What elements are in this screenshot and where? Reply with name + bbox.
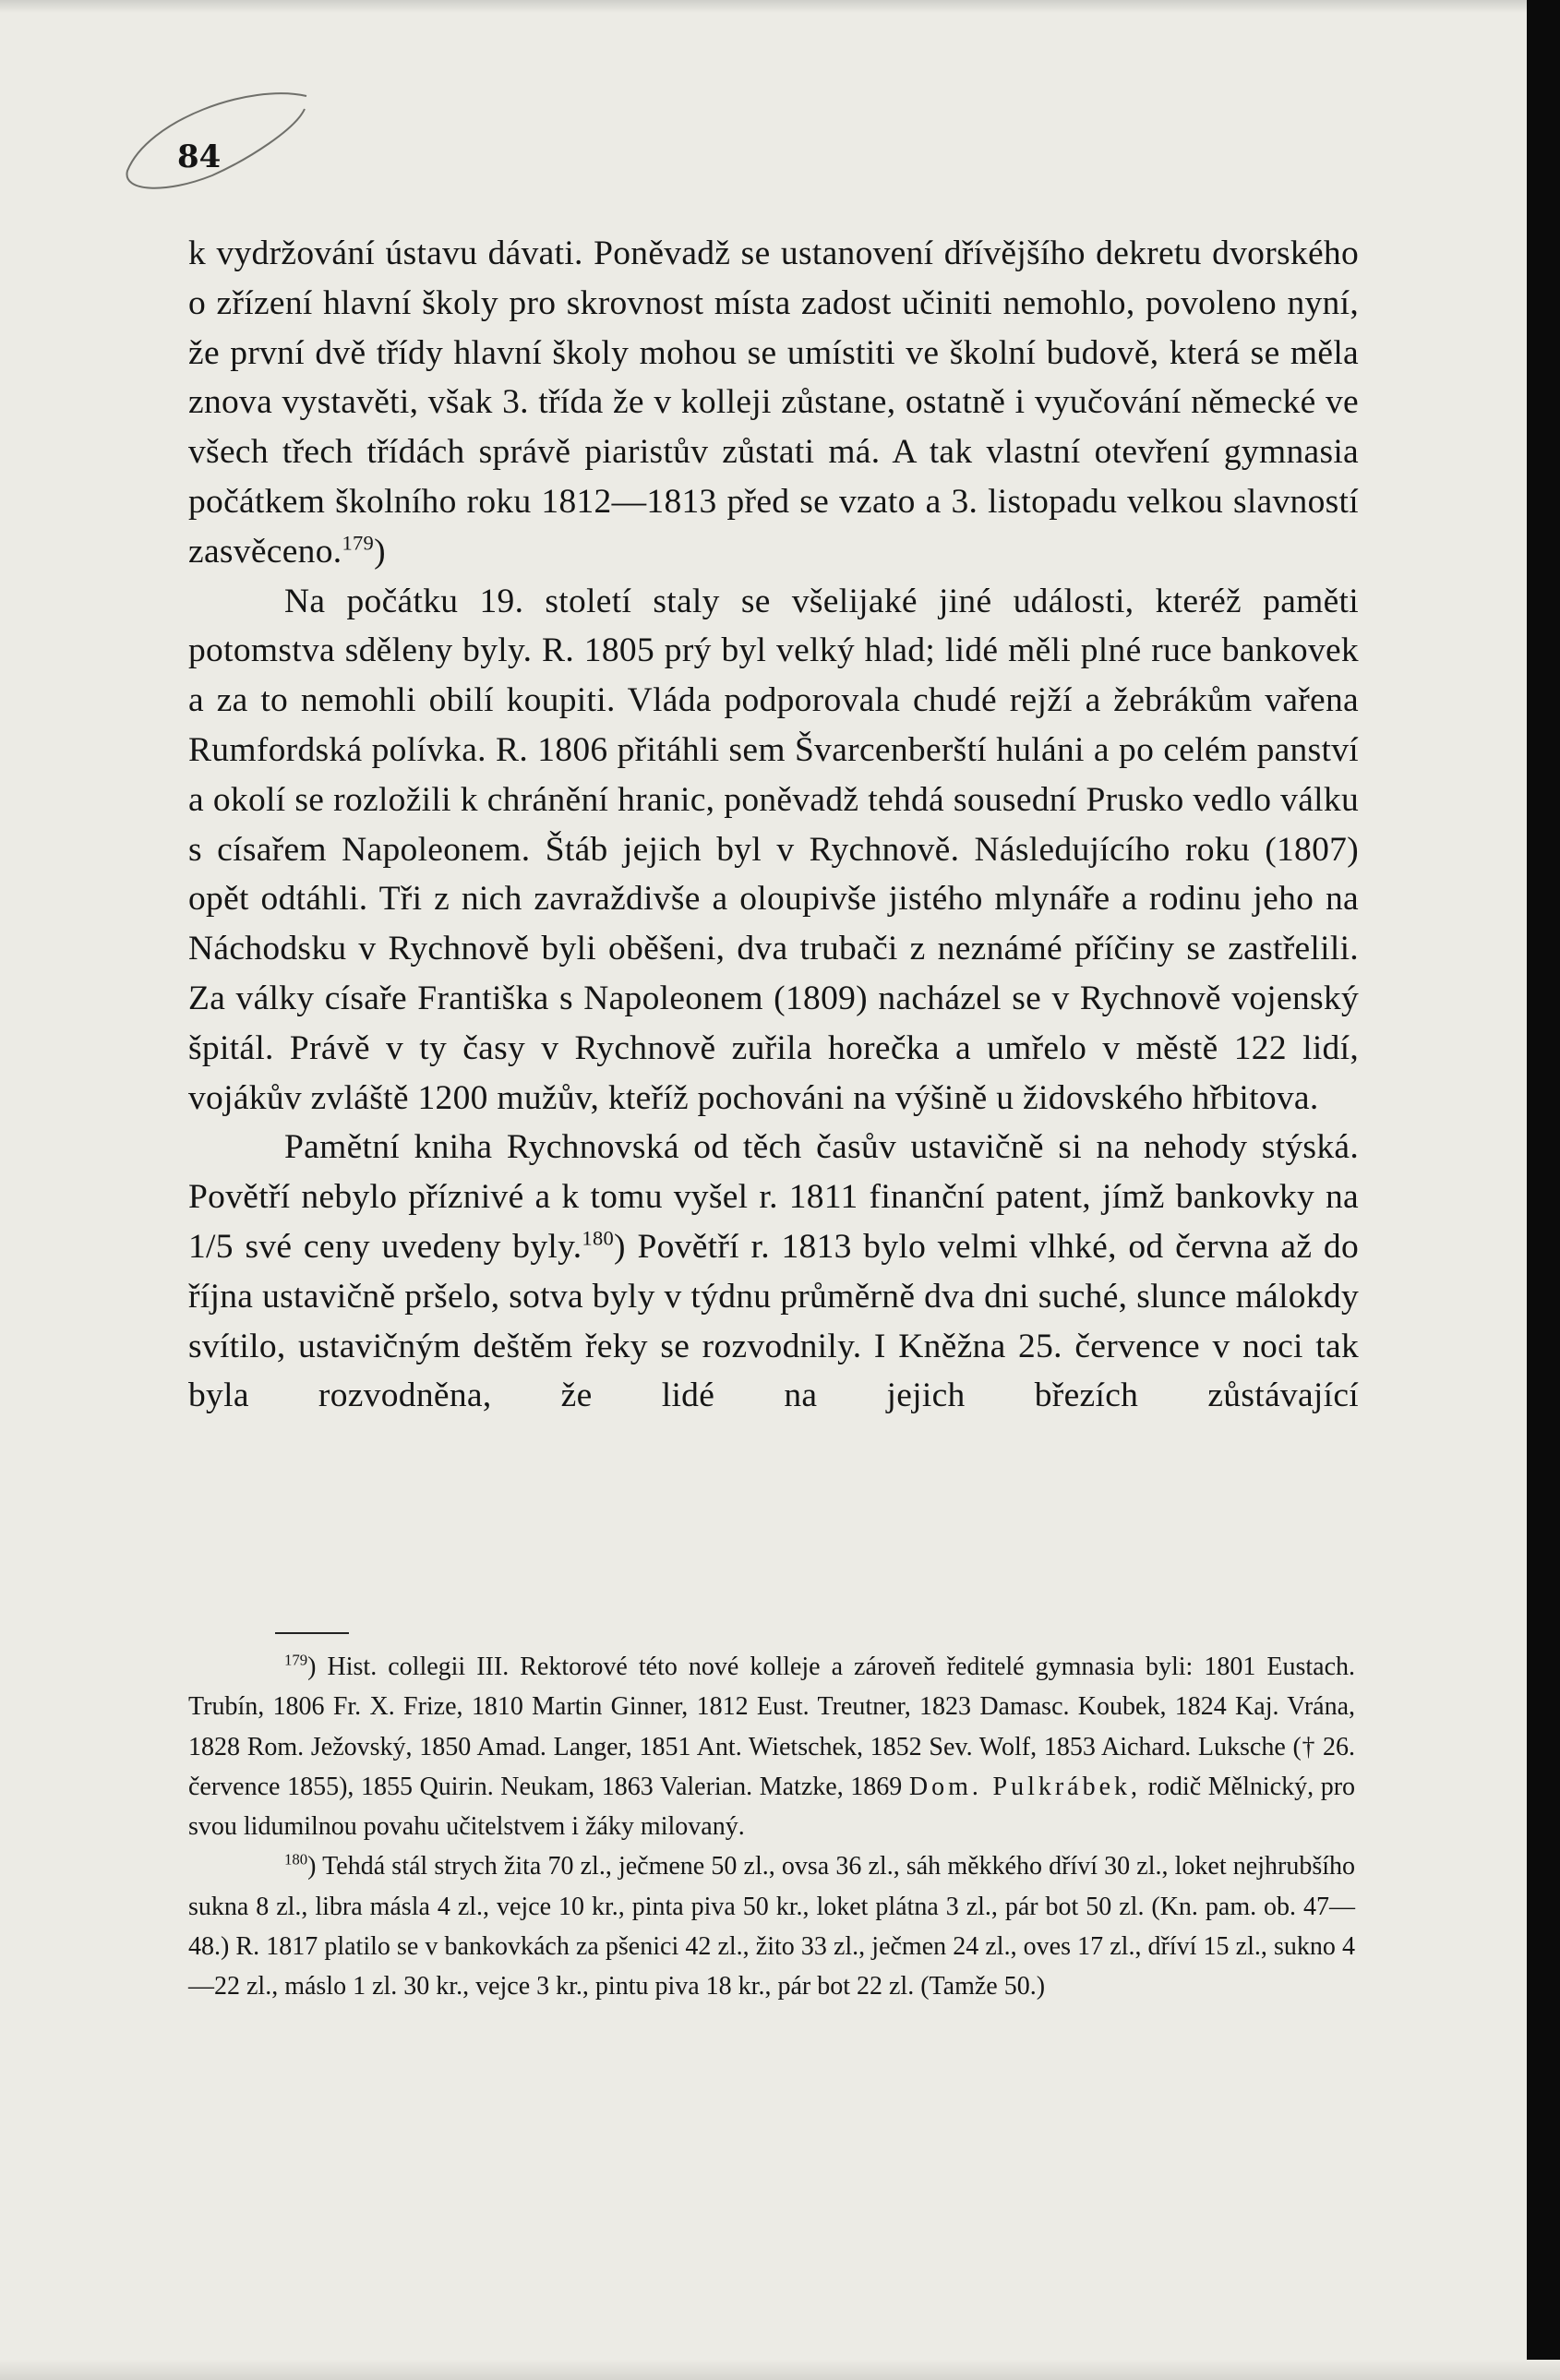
paragraph: Pamětní kniha Rychnovská od těch časův ustavičně si na nehody stýská. Povětří nebylo příznivé a k tomu vyšel r. 1811 finanční patent, jímž bankovky na 1/5 své ceny uvedeny byly.$^{180}$) Povětří r. 1813 bylo velmi vlhké, od června až do října ustavičně pršelo, sotva byly v týdnu průměrně dva dni suché, slunce málokdy svítilo, ustavičným deštěm řeky se rozvodnily. I Kněžna 25. července v noci tak byla rozvodněna, že lidé na jejich březích zůstávající: [188, 1128, 1359, 1415]
page-number: 84: [177, 138, 222, 175]
paragraph: [188, 577, 1359, 1124]
scan-edge-right: [1527, 0, 1560, 2380]
footnote-spaced-name: Dom. Pulkrábek,: [908, 1772, 1142, 1801]
paragraph-text: Povětří r. 1813 bylo velmi vlhké, od června až do října ustavičně pršelo, sotva byly v týdnu průměrně dva dni suché, slunce málokdy svítilo, ustavičným deštěm řeky se rozvodnily. I Kněžna 25. července v noci tak byla rozvodněna, že lidé na jejich březích zůstávající: [188, 1227, 1359, 1415]
paragraph-text: Pamětní kniha Rychnovská od těch časův ustavičně si na nehody stýská. Povětří nebylo příznivé a k tomu vyšel r. 1811 finanční patent, jímž bankovky na: [188, 1128, 1359, 1217]
paragraph-text: Na počátku 19. století staly se všelijaké jiné události, kteréž paměti potomstva sděleny byly. R. 1805 prý byl velký hlad; lidé měli plné ruce bankovek a za to nemohli obilí koupiti. Vláda podporovala chudé rejží a žebrákům vařena Rumfordská polívka. R. 1806 přitáhli sem Švarcenberští huláni a po celém panství a okolí se rozložili k chránění hranic, poněvadž tehdá sousední Prusko vedlo válku s císařem Napoleonem. Štáb jejich byl v Rychnově. Následujícího roku (1807) opět odtáhli. Tři z nich zavraždivše a oloupivše jistého mlynáře a rodinu jeho na Náchodsku v Rychnově byli oběšeni, dva trubači z neznámé příčiny se zastřelili. Za války císaře Františka s Napoleonem (1809) nacházel se v Rychnově vojenský špitál. Právě v ty časy v Rychnově zuřila horečka a umřelo v městě 122 lidí, vojákův zvláště 1200 mužův, kteříž pochováni na výšině u židovského hřbitova.: [188, 582, 1359, 1117]
footnote-number: 179: [284, 1651, 308, 1669]
footnote-text: rodič Mělnický, pro svou lidumilnou povahu učitelstvem i žáky milovaný.: [188, 1772, 1356, 1842]
footnote: $^{179}$) Hist. collegii III. Rektorové této nové kolleje a zároveň ředitelé gymnasia byli: 1801 Eustach. Trubín, 1806 Fr. X. Frize, 1810 Martin Ginner, 1812 Eust. Treutner, 1823 Damasc. Koubek, 1824 Kaj. Vrána, 1828 Rom. Ježovský, 1850 Amad. Langer, 1851 Ant. Wietschek, 1852 Sev. Wolf, 1853 Aichard. Luksche († 26. července 1855), 1855 Quirin. Neukam, 1863 Valerian. Matzke, 1869 Dom. Pulkrábek, rodič Mělnický, pro svou lidumilnou povahu učitelstvem i žáky milovaný.: [188, 1651, 1356, 1842]
paragraph-text: k vydržování ústavu dávati. Poněvadž se ustanovení dřívějšího dekretu dvorského o zřízení hlavní školy pro skrovnost místa zadost učiniti nemohlo, povoleno nyní, že první dvě třídy hlavní školy mohou se umístiti ve školní budově, která se měla znova vystavěti, však 3. třída že v kolleji zůstane, ostatně i vyučování německé ve všech třech třídách správě piaristův zůstati má. A tak vlastní otevření gymnasia počátkem školního roku 1812—1813 před se vzato a 3. listopadu velkou slavností zasvěceno.: [188, 234, 1359, 571]
fraction: 1/5: [188, 1227, 234, 1266]
footnote: $^{180}$) Tehdá stál strych žita 70 zl., ječmene 50 zl., ovsa 36 zl., sáh měkkého dříví 30 zl., loket nejhrubšího sukna 8 zl., libra másla 4 zl., vejce 10 kr., pinta piva 50 kr., loket plátna 3 zl., pár bot 50 zl. (Kn. pam. ob. 47—48.) R. 1817 platilo se v bankovkách za pšenici 42 zl., žito 33 zl., ječmen 24 zl., oves 17 zl., dříví 15 zl., sukno 4—22 zl., máslo 1 zl. 30 kr., vejce 3 kr., pintu piva 18 kr., pár bot 22 zl. (Tamže 50.): [188, 1851, 1355, 2001]
footnote-reference[interactable]: 179: [342, 531, 375, 555]
footnote-number: 180: [284, 1851, 308, 1869]
footnote-text: Hist. collegii III. Rektorové této nové kolleje a zároveň ředitelé gymnasia byli: 1801 Eustach. Trubín, 1806 Fr. X. Frize, 1810 Martin Ginner, 1812 Eust. Treutner, 1823 Damasc. Koubek, 1824 Kaj. Vrána, 1828 Rom. Ježovský, 1850 Amad. Langer, 1851 Ant. Wietschek, 1852 Sev. Wolf, 1853 Aichard. Luksche († 26. července 1855), 1855 Quirin. Neukam, 1863 Valerian. Matzke, 1869: [188, 1653, 1355, 1801]
paragraph: k vydržování ústavu dávati. Poněvadž se ustanovení dřívějšího dekretu dvorského o zřízení hlavní školy pro skrovnost místa zadost učiniti nemohlo, povoleno nyní, že první dvě třídy hlavní školy mohou se umístiti ve školní budově, která se měla znova vystavěti, však 3. třída že v kolleji zůstane, ostatně i vyučování německé ve všech třech třídách správě piaristův zůstati má. A tak vlastní otevření gymnasia počátkem školního roku 1812—1813 před se vzato a 3. listopadu velkou slavností zasvěceno.$^{179}$): [188, 234, 1359, 571]
footnote-text: Tehdá stál strych žita 70 zl., ječmene 50 zl., ovsa 36 zl., sáh měkkého dříví 30 zl., loket nejhrubšího sukna 8 zl., libra másla 4 zl., vejce 10 kr., pinta piva 50 kr., loket plátna 3 zl., pár bot 50 zl. (Kn. pam. ob. 47—48.) R. 1817 platilo se v bankovkách za pšenici 42 zl., žito 33 zl., ječmen 24 zl., oves 17 zl., dříví 15 zl., sukno 4—22 zl., máslo 1 zl. 30 kr., vejce 3 kr., pintu piva 18 kr., pár bot 22 zl. (Tamže 50.): [188, 1852, 1355, 2001]
footnote-separator: [275, 1632, 349, 1634]
main-text: [188, 229, 1359, 1421]
footnotes: [188, 1647, 1355, 2007]
scan-edge-top: [0, 0, 1560, 13]
footnote-reference[interactable]: 180: [582, 1226, 615, 1250]
scan-edge-bottom: [0, 2360, 1560, 2380]
paragraph-text: své ceny uvedeny byly.: [245, 1227, 582, 1266]
